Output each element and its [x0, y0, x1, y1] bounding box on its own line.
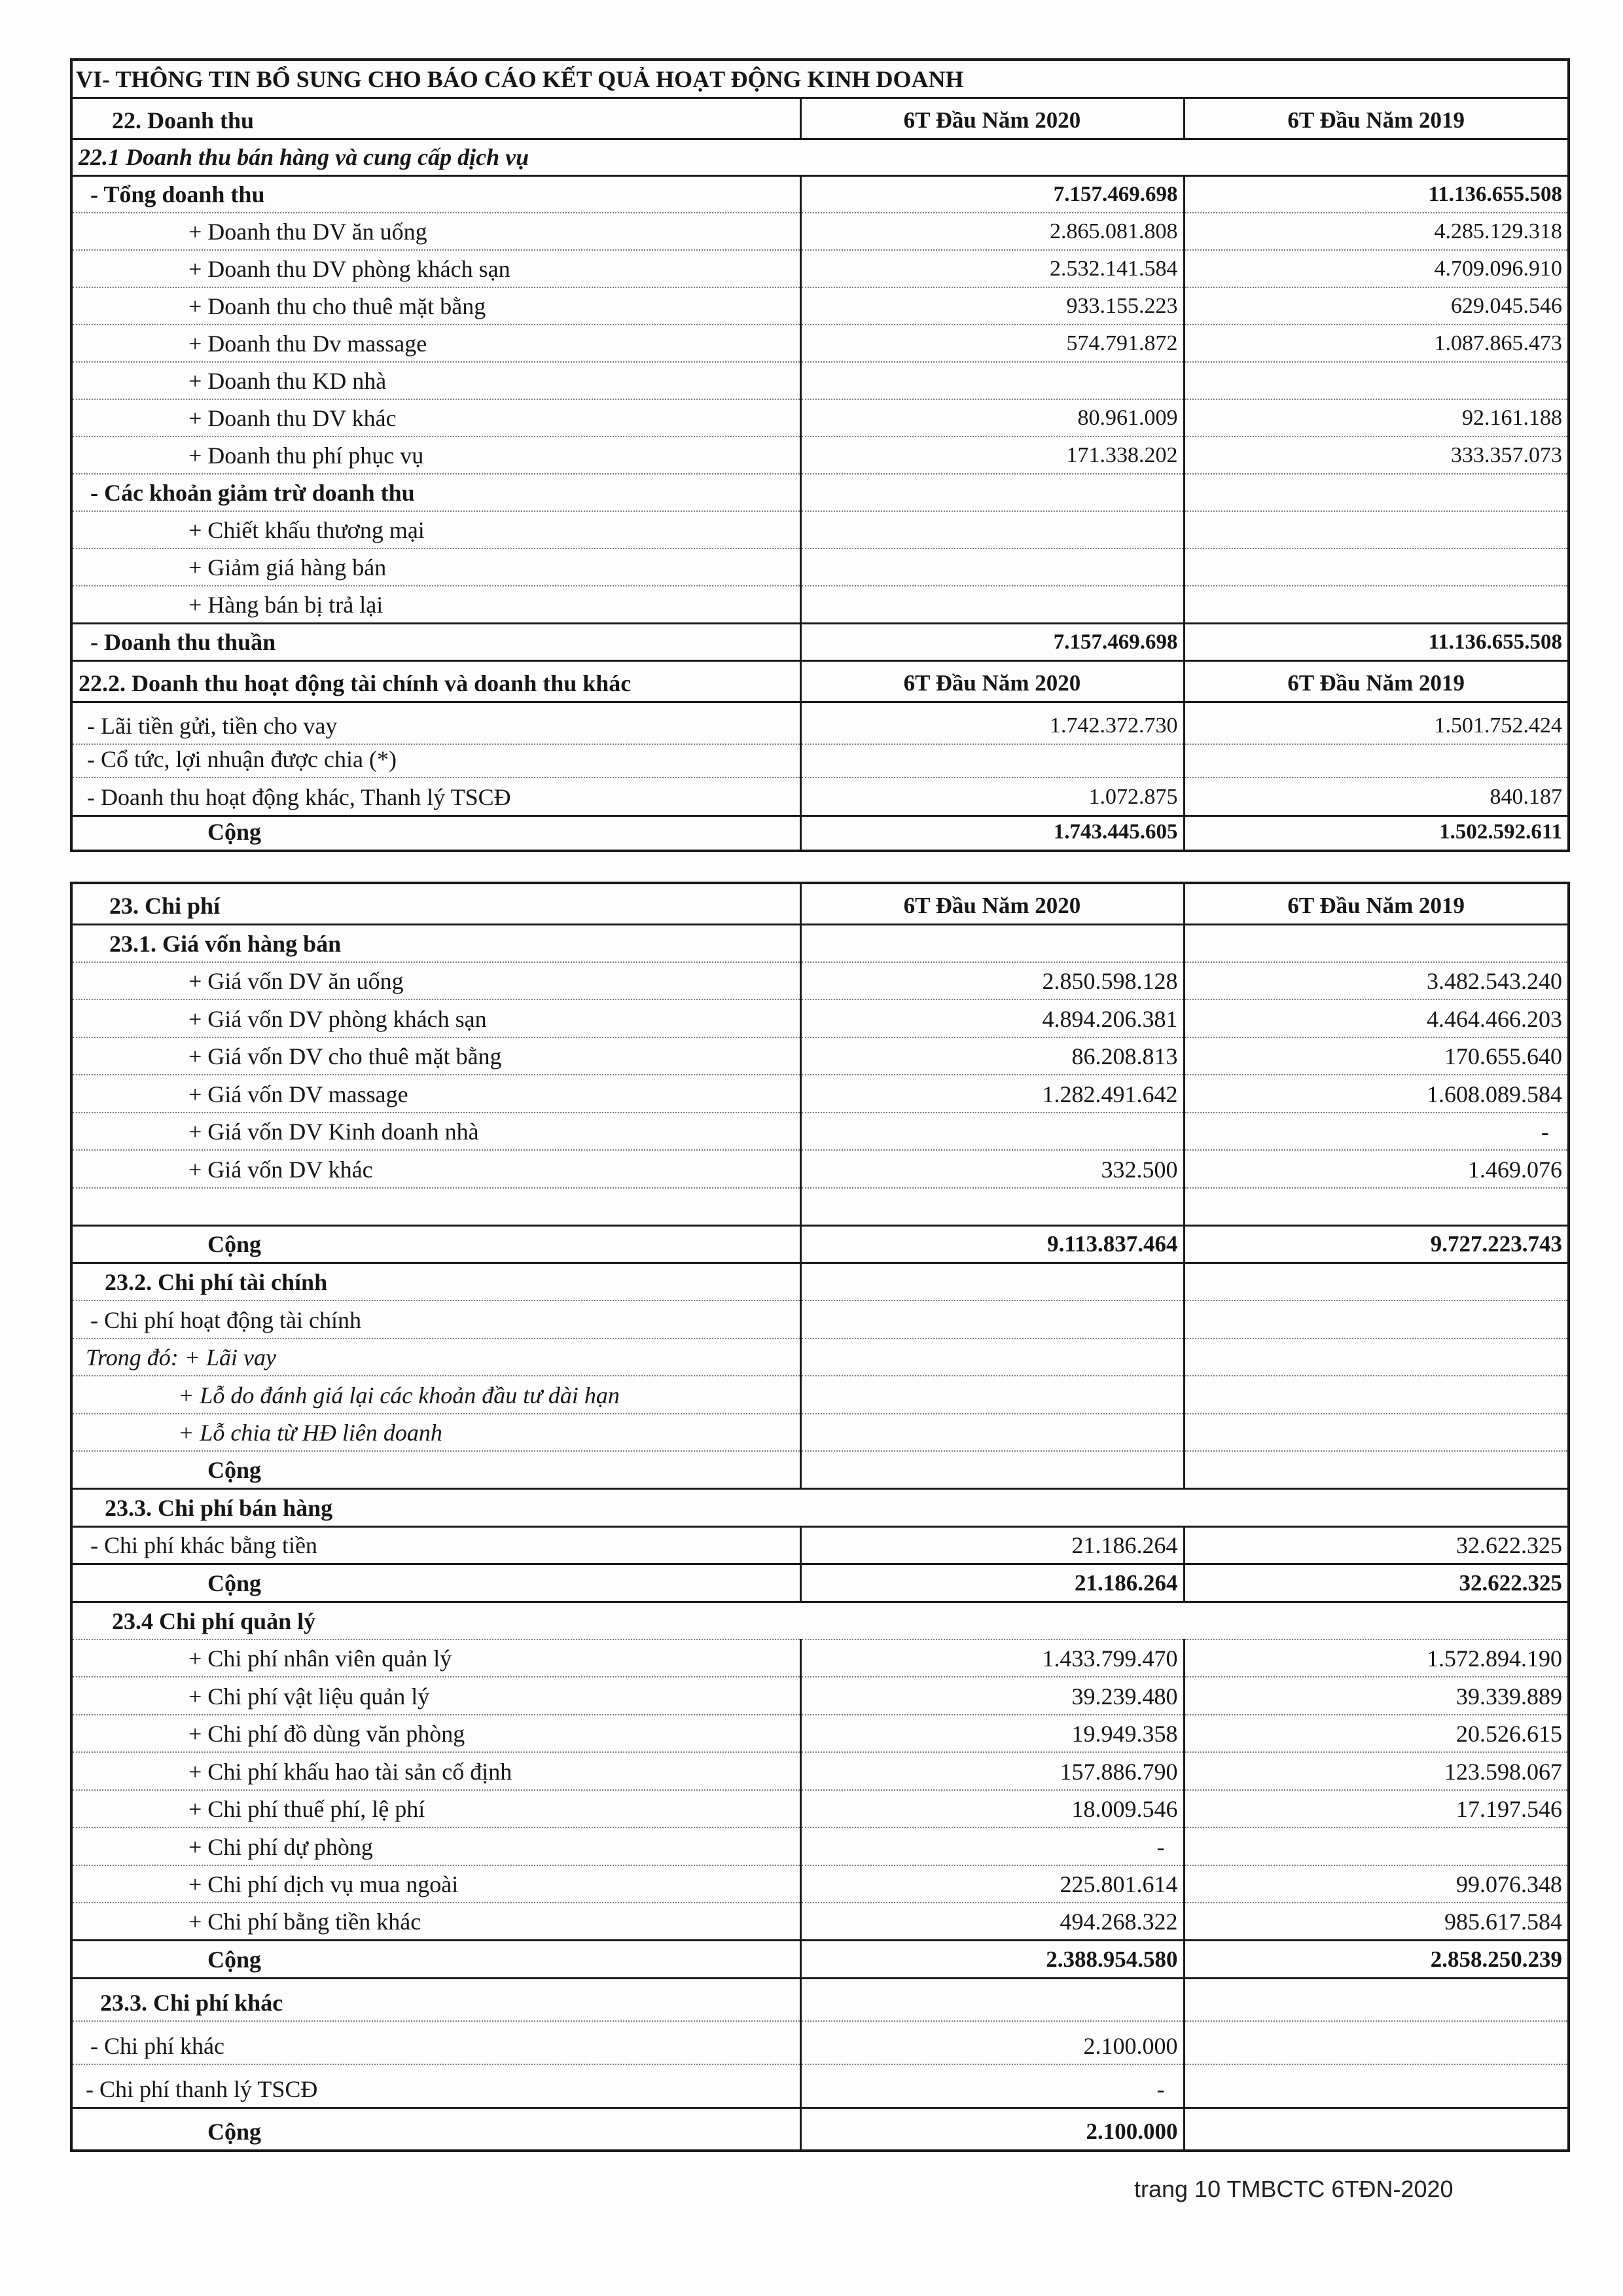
subsection-heading-row [71, 1489, 1569, 1527]
value-2019 [1184, 1827, 1569, 1865]
value-2019: 170.655.640 [1184, 1037, 1569, 1075]
row-label: + Doanh thu Dv massage [71, 325, 800, 362]
page-footer: trang 10 TMBCTC 6TĐN-2020 [1134, 2176, 1454, 2202]
value-2019 [1184, 744, 1569, 778]
subsection-heading-row [71, 1978, 1569, 2021]
value-2020 [800, 744, 1184, 778]
value-2020 [800, 474, 1184, 511]
section-heading: 23. Chi phí [71, 883, 800, 924]
value-2019: 1.608.089.584 [1184, 1075, 1569, 1113]
row-label: + Giá vốn DV cho thuê mặt bằng [71, 1037, 800, 1075]
section-title-row [71, 60, 1569, 98]
table-row [71, 1414, 1569, 1452]
value-2019: 3.482.543.240 [1184, 962, 1569, 1000]
table-row [71, 2021, 1569, 2064]
value-2019: 333.357.073 [1184, 437, 1569, 474]
value-2019: 17.197.546 [1184, 1790, 1569, 1828]
table-row [71, 1037, 1569, 1075]
row-label: + Chi phí bằng tiền khác [71, 1903, 800, 1941]
subsection-heading: 23.4 Chi phí quản lý [71, 1602, 1569, 1640]
value-2020 [800, 1300, 1184, 1338]
row-label: Cộng [71, 1564, 800, 1602]
row-label: + Chi phí khấu hao tài sản cố định [71, 1752, 800, 1790]
value-2020 [800, 924, 1184, 962]
value-2019: 4.464.466.203 [1184, 999, 1569, 1037]
row-label: + Giá vốn DV khác [71, 1150, 800, 1188]
row-label: + Doanh thu DV phòng khách sạn [71, 250, 800, 287]
value-2019 [1184, 586, 1569, 623]
value-2020 [800, 1263, 1184, 1301]
table-row [71, 1903, 1569, 1941]
column-header-2020: 6T Đầu Năm 2020 [800, 883, 1184, 924]
value-2019 [1184, 1188, 1569, 1226]
value-2019: 1.572.894.190 [1184, 1640, 1569, 1677]
table-row [71, 744, 1569, 778]
value-2019 [1184, 474, 1569, 511]
value-2020: 494.268.322 [800, 1903, 1184, 1941]
value-2020: 2.388.954.580 [800, 1941, 1184, 1979]
value-2020: - [800, 2064, 1184, 2108]
value-2019: 92.161.188 [1184, 399, 1569, 437]
value-2019 [1184, 548, 1569, 586]
row-label: - Chi phí khác [71, 2021, 800, 2064]
header-row [71, 660, 1569, 702]
table-row [71, 778, 1569, 816]
value-2019: 1.501.752.424 [1184, 702, 1569, 744]
table-row [71, 1113, 1569, 1151]
table-row [71, 1150, 1569, 1188]
value-2019 [1184, 2064, 1569, 2108]
row-label: + Doanh thu phí phục vụ [71, 437, 800, 474]
value-2019: 1.502.592.611 [1184, 816, 1569, 851]
subsection-heading: 22.1 Doanh thu bán hàng và cung cấp dịch vụ [71, 139, 1569, 175]
row-label: Cộng [71, 1225, 800, 1263]
value-2019: 11.136.655.508 [1184, 175, 1569, 213]
value-2019: 39.339.889 [1184, 1677, 1569, 1715]
table-row [71, 1715, 1569, 1753]
column-header-2019: 6T Đầu Năm 2019 [1184, 883, 1569, 924]
value-2020: 19.949.358 [800, 1715, 1184, 1753]
value-2019: 629.045.546 [1184, 287, 1569, 325]
value-2020 [800, 1376, 1184, 1414]
header-row [71, 98, 1569, 139]
row-label [71, 1188, 800, 1226]
value-2019 [1184, 1300, 1569, 1338]
table-row [71, 437, 1569, 474]
value-2020 [800, 1188, 1184, 1226]
value-2020: 1.282.491.642 [800, 1075, 1184, 1113]
row-label: + Lỗ chia từ HĐ liên doanh [71, 1414, 800, 1452]
value-2019 [1184, 1451, 1569, 1489]
row-label: - Chi phí hoạt động tài chính [71, 1300, 800, 1338]
value-2020: 1.742.372.730 [800, 702, 1184, 744]
value-2019: 32.622.325 [1184, 1564, 1569, 1602]
row-label: - Tổng doanh thu [71, 175, 800, 213]
table-row [71, 511, 1569, 548]
total-row [71, 1225, 1569, 1263]
column-header-2020: 6T Đầu Năm 2020 [800, 660, 1184, 702]
subsection-heading: 23.1. Giá vốn hàng bán [71, 924, 800, 962]
table-row [71, 1827, 1569, 1865]
value-2020 [800, 1978, 1184, 2021]
value-2019 [1184, 924, 1569, 962]
value-2020: 18.009.546 [800, 1790, 1184, 1828]
subsection-heading-row [71, 139, 1569, 175]
value-2019 [1184, 1376, 1569, 1414]
value-2020: 39.239.480 [800, 1677, 1184, 1715]
value-2019 [1184, 1338, 1569, 1376]
row-label: + Chi phí đồ dùng văn phòng [71, 1715, 800, 1753]
value-2020: 332.500 [800, 1150, 1184, 1188]
value-2019: 2.858.250.239 [1184, 1941, 1569, 1979]
value-2019 [1184, 1414, 1569, 1452]
row-label: + Lỗ do đánh giá lại các khoản đầu tư dài hạn [71, 1376, 800, 1414]
row-label: + Chi phí thuế phí, lệ phí [71, 1790, 800, 1828]
row-label: Cộng [71, 816, 800, 851]
total-row [71, 2108, 1569, 2151]
value-2020 [800, 511, 1184, 548]
value-2020: 157.886.790 [800, 1752, 1184, 1790]
value-2020 [800, 1414, 1184, 1452]
value-2020: 933.155.223 [800, 287, 1184, 325]
table-row [71, 399, 1569, 437]
row-label: + Giảm giá hàng bán [71, 548, 800, 586]
value-2020 [800, 586, 1184, 623]
value-2020: 7.157.469.698 [800, 623, 1184, 660]
value-2019: - [1184, 1113, 1569, 1151]
table-row [71, 175, 1569, 213]
row-label: + Chi phí nhân viên quản lý [71, 1640, 800, 1677]
value-2019 [1184, 2108, 1569, 2151]
subsection-heading-row [71, 924, 1569, 962]
row-label: + Chi phí dự phòng [71, 1827, 800, 1865]
value-2019: 1.469.076 [1184, 1150, 1569, 1188]
value-2019: 1.087.865.473 [1184, 325, 1569, 362]
total-row [71, 1941, 1569, 1979]
value-2020: 80.961.009 [800, 399, 1184, 437]
value-2019: 4.285.129.318 [1184, 213, 1569, 250]
row-label: Cộng [71, 2108, 800, 2151]
table-row [71, 213, 1569, 250]
table-row [71, 1338, 1569, 1376]
value-2020 [800, 1338, 1184, 1376]
table-row [71, 1677, 1569, 1715]
table-row [71, 250, 1569, 287]
table-row [71, 2064, 1569, 2108]
row-label: + Giá vốn DV Kinh doanh nhà [71, 1113, 800, 1151]
table-row [71, 1075, 1569, 1113]
expense-table [70, 882, 1570, 2152]
value-2020: 2.100.000 [800, 2021, 1184, 2064]
subsection-heading: 23.2. Chi phí tài chính [71, 1263, 800, 1301]
subsection-heading: 22.2. Doanh thu hoạt động tài chính và doanh thu khác [71, 660, 800, 702]
value-2019 [1184, 1978, 1569, 2021]
value-2019: 99.076.348 [1184, 1865, 1569, 1903]
column-header-2019: 6T Đầu Năm 2019 [1184, 98, 1569, 139]
table-row [71, 1640, 1569, 1677]
value-2020: 9.113.837.464 [800, 1225, 1184, 1263]
table-row [71, 325, 1569, 362]
row-label: + Hàng bán bị trả lại [71, 586, 800, 623]
table-row [71, 1790, 1569, 1828]
value-2019 [1184, 1263, 1569, 1301]
column-header-2019: 6T Đầu Năm 2019 [1184, 660, 1569, 702]
table-row [71, 999, 1569, 1037]
row-label: - Doanh thu hoạt động khác, Thanh lý TSCĐ [71, 778, 800, 816]
table-row [71, 362, 1569, 399]
value-2019: 4.709.096.910 [1184, 250, 1569, 287]
value-2020: 1.072.875 [800, 778, 1184, 816]
value-2020 [800, 362, 1184, 399]
value-2020: 171.338.202 [800, 437, 1184, 474]
table-row [71, 1752, 1569, 1790]
value-2020: 1.743.445.605 [800, 816, 1184, 851]
row-label: - Lãi tiền gửi, tiền cho vay [71, 702, 800, 744]
value-2020: 21.186.264 [800, 1564, 1184, 1602]
value-2020: 86.208.813 [800, 1037, 1184, 1075]
value-2020: 2.865.081.808 [800, 213, 1184, 250]
total-row [71, 1451, 1569, 1489]
value-2020 [800, 1113, 1184, 1151]
subsection-heading: 23.3. Chi phí khác [71, 1978, 800, 2021]
row-label: + Chiết khấu thương mại [71, 511, 800, 548]
value-2019: 123.598.067 [1184, 1752, 1569, 1790]
subsection-heading-row [71, 1263, 1569, 1301]
table-row [71, 474, 1569, 511]
table-row [71, 1865, 1569, 1903]
row-label: + Chi phí vật liệu quản lý [71, 1677, 800, 1715]
table-row [71, 702, 1569, 744]
value-2019 [1184, 2021, 1569, 2064]
subsection-heading-row [71, 1602, 1569, 1640]
value-2020: 2.850.598.128 [800, 962, 1184, 1000]
subsection-heading: 23.3. Chi phí bán hàng [71, 1489, 1569, 1527]
header-row [71, 883, 1569, 924]
table-row [71, 548, 1569, 586]
table-row [71, 1526, 1569, 1564]
section-title: VI- THÔNG TIN BỔ SUNG CHO BÁO CÁO KẾT QUẢ HOẠT ĐỘNG KINH DOANH [71, 60, 1569, 98]
table-row [71, 1300, 1569, 1338]
value-2019: 20.526.615 [1184, 1715, 1569, 1753]
table-row [71, 287, 1569, 325]
row-label: - Cổ tức, lợi nhuận được chia (*) [71, 744, 800, 778]
row-label: + Giá vốn DV phòng khách sạn [71, 999, 800, 1037]
row-label: + Doanh thu KD nhà [71, 362, 800, 399]
section-heading: 22. Doanh thu [71, 98, 800, 139]
row-label: - Doanh thu thuần [71, 623, 800, 660]
row-label: - Chi phí thanh lý TSCĐ [71, 2064, 800, 2108]
revenue-table [70, 58, 1570, 852]
row-label: + Giá vốn DV ăn uống [71, 962, 800, 1000]
total-row [71, 816, 1569, 851]
total-row [71, 1564, 1569, 1602]
value-2019: 32.622.325 [1184, 1526, 1569, 1564]
row-label: - Chi phí khác bằng tiền [71, 1526, 800, 1564]
row-label: + Giá vốn DV massage [71, 1075, 800, 1113]
value-2019: 11.136.655.508 [1184, 623, 1569, 660]
column-header-2020: 6T Đầu Năm 2020 [800, 98, 1184, 139]
row-label: + Doanh thu cho thuê mặt bằng [71, 287, 800, 325]
row-label: - Các khoản giảm trừ doanh thu [71, 474, 800, 511]
value-2020: 4.894.206.381 [800, 999, 1184, 1037]
value-2019: 985.617.584 [1184, 1903, 1569, 1941]
value-2020 [800, 548, 1184, 586]
value-2019 [1184, 511, 1569, 548]
value-2020: - [800, 1827, 1184, 1865]
value-2020: 574.791.872 [800, 325, 1184, 362]
value-2020: 1.433.799.470 [800, 1640, 1184, 1677]
table-row [71, 962, 1569, 1000]
value-2019: 840.187 [1184, 778, 1569, 816]
value-2020 [800, 1451, 1184, 1489]
row-label: Cộng [71, 1941, 800, 1979]
value-2020: 2.532.141.584 [800, 250, 1184, 287]
row-label: Trong đó: + Lãi vay [71, 1338, 800, 1376]
row-label: + Doanh thu DV khác [71, 399, 800, 437]
value-2020: 2.100.000 [800, 2108, 1184, 2151]
value-2020: 7.157.469.698 [800, 175, 1184, 213]
table-row [71, 1376, 1569, 1414]
table-row [71, 586, 1569, 623]
row-label: + Doanh thu DV ăn uống [71, 213, 800, 250]
value-2019 [1184, 362, 1569, 399]
row-label: Cộng [71, 1451, 800, 1489]
empty-row [71, 1188, 1569, 1226]
value-2019: 9.727.223.743 [1184, 1225, 1569, 1263]
table-row [71, 623, 1569, 660]
value-2020: 225.801.614 [800, 1865, 1184, 1903]
value-2020: 21.186.264 [800, 1526, 1184, 1564]
row-label: + Chi phí dịch vụ mua ngoài [71, 1865, 800, 1903]
